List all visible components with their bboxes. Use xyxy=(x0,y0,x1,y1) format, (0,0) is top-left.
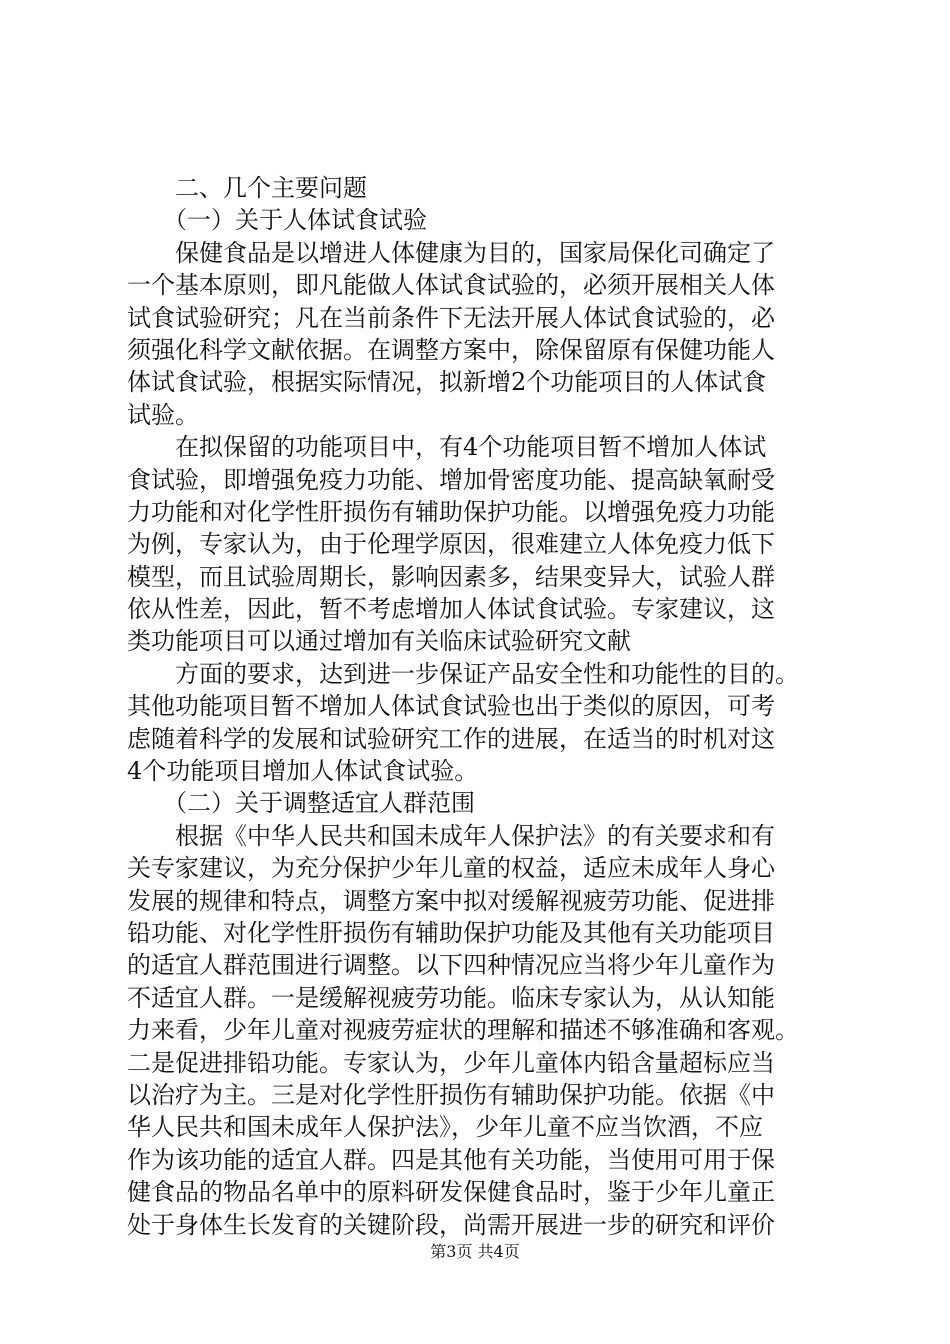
text-line: 4个功能项目增加人体试食试验。 xyxy=(127,757,479,786)
text-line: 方面的要求，达到进一步保证产品安全性和功能性的目的。 xyxy=(127,659,799,688)
text-line: 力功能和对化学性肝损伤有辅助保护功能。以增强免疫力功能 xyxy=(127,497,775,526)
text-line: 健食品的物品名单中的原料研发保健食品时，鉴于少年儿童正 xyxy=(127,1178,775,1207)
heading-subsection-1: （一）关于人体试食试验 xyxy=(127,206,427,235)
text-line: 华人民共和国未成年人保护法》，少年儿童不应当饮酒，不应 xyxy=(127,1113,763,1142)
text-line: 须强化科学文献依据。在调整方案中，除保留原有保健功能人 xyxy=(127,335,775,364)
text-line: 的适宜人群范围进行调整。以下四种情况应当将少年儿童作为 xyxy=(127,951,775,980)
text-line: 在拟保留的功能项目中，有4个功能项目暂不增加人体试 xyxy=(127,433,767,462)
text-line: 依从性差，因此，暂不考虑增加人体试食试验。专家建议，这 xyxy=(127,595,775,624)
text-line: 铅功能、对化学性肝损伤有辅助保护功能及其他有关功能项目 xyxy=(127,918,775,947)
text-line: 处于身体生长发育的关键阶段，尚需开展进一步的研究和评价 xyxy=(127,1210,775,1239)
document-body xyxy=(127,172,829,1241)
text-line: 作为该功能的适宜人群。四是其他有关功能，当使用可用于保 xyxy=(127,1145,775,1174)
text-line: 关专家建议，为充分保护少年儿童的权益，适应未成年人身心 xyxy=(127,854,775,883)
text-line: 体试食试验，根据实际情况，拟新增2个功能项目的人体试食 xyxy=(127,368,767,397)
text-line: 为例，专家认为，由于伦理学原因，很难建立人体免疫力低下 xyxy=(127,530,775,559)
text-line: 试验。 xyxy=(127,400,199,429)
text-line: 以治疗为主。三是对化学性肝损伤有辅助保护功能。依据《中 xyxy=(127,1080,775,1109)
text-line: 试食试验研究；凡在当前条件下无法开展人体试食试验的，必 xyxy=(127,303,775,332)
text-line: 类功能项目可以通过增加有关临床试验研究文献 xyxy=(127,627,631,656)
text-line: 力来看，少年儿童对视疲劳症状的理解和描述不够准确和客观。 xyxy=(127,1016,799,1045)
text-line: 虑随着科学的发展和试验研究工作的进展，在适当的时机对这 xyxy=(127,724,775,753)
text-line: 二是促进排铅功能。专家认为，少年儿童体内铅含量超标应当 xyxy=(127,1048,775,1077)
text-line: 一个基本原则，即凡能做人体试食试验的，必须开展相关人体 xyxy=(127,271,775,300)
heading-subsection-2: （二）关于调整适宜人群范围 xyxy=(127,789,475,818)
text-line: 根据《中华人民共和国未成年人保护法》的有关要求和有 xyxy=(127,821,775,850)
page-footer: 第3页 共4页 xyxy=(430,1242,520,1261)
heading-section-2: 二、几个主要问题 xyxy=(127,174,367,202)
text-line: 其他功能项目暂不增加人体试食试验也出于类似的原因，可考 xyxy=(127,692,775,721)
text-line: 模型，而且试验周期长，影响因素多，结果变异大，试验人群 xyxy=(127,562,775,591)
text-line: 发展的规律和特点，调整方案中拟对缓解视疲劳功能、促进排 xyxy=(127,886,775,915)
text-line: 食试验，即增强免疫力功能、增加骨密度功能、提高缺氧耐受 xyxy=(127,465,775,494)
text-line: 保健食品是以增进人体健康为目的，国家局保化司确定了 xyxy=(127,238,775,267)
text-line: 不适宜人群。一是缓解视疲劳功能。临床专家认为，从认知能 xyxy=(127,983,775,1012)
